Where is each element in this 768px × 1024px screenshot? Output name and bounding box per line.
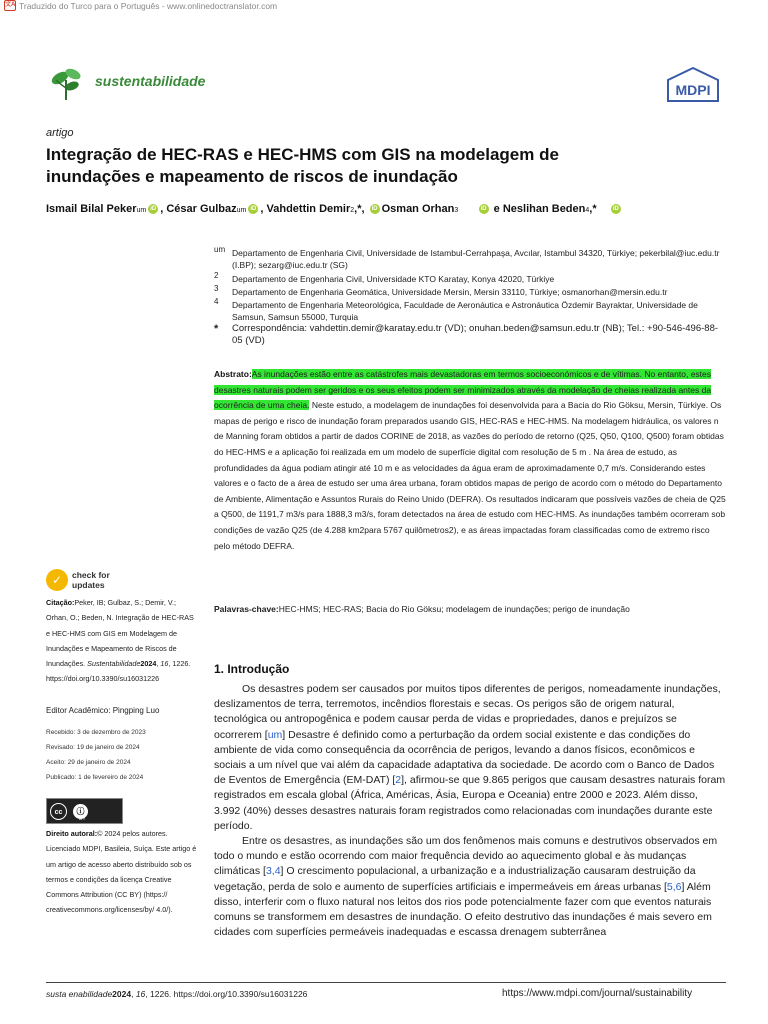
author-name: , Vahdettin Demir [260, 203, 351, 215]
checkmark-icon: ✓ [46, 569, 68, 591]
translator-bar[interactable] [4, 0, 277, 11]
check-for-updates-button[interactable] [46, 569, 110, 591]
keywords [214, 604, 726, 614]
date-accepted: Aceito: 29 de janeiro de 2024 [46, 759, 131, 766]
article-title: Integração de HEC-RAS e HEC-HMS com GIS na modelagem de inundações e mapeamento de riscos de inundação [46, 145, 559, 186]
footer-doi: , 1226. https://doi.org/10.3390/su16031226 [145, 989, 308, 999]
author-name: Osman Orhan [381, 203, 455, 215]
affiliation-marker: 2 [214, 271, 219, 280]
cc-by-license-badge[interactable] [46, 798, 123, 824]
check-updates-label: check for updates [72, 570, 110, 590]
affiliation-item [214, 296, 726, 323]
author-name: e Neslihan Beden [493, 203, 586, 215]
author-separator: ,*, [354, 203, 368, 215]
abstract [214, 367, 726, 554]
author-affil-mark: um [136, 207, 147, 214]
citation-volume: 16 [160, 659, 169, 669]
correspondence [214, 323, 726, 347]
reference-link[interactable]: 5,6 [666, 880, 682, 893]
paragraph-text: ], afirmou-se que 9.865 perigos que causam desastres naturais foram registrados em escala global (África, Américas, Ásia, Europa e Oceania) entre 2000 e 2023. Além disso, 3.992 (40%) desses desastres naturais foram registrados como relacionadas com inundações durante este período. [214, 774, 726, 832]
footer-journal-url[interactable]: https://www.mdpi.com/journal/sustainability [502, 988, 693, 999]
date-received: Recebido: 3 de dezembro de 2023 [46, 729, 146, 736]
citation-year: 2024 [140, 659, 157, 669]
attribution-person-icon: ⓘ [73, 804, 88, 819]
paragraph-text: Os desastres podem ser causados por muitos tipos diferentes de perigos, nomeadamente inundações, deslizamentos de terra, terremotos, incêndios florestais e secas. Os perigos são de origem natural, tecnológica ou antropogênica e podem causar perda de vidas e propriedades, danos e prejuízos se ocorrerem [ [214, 683, 721, 741]
abstract-text: Neste estudo, a modelagem de inundações foi desenvolvida para a Bacia do Rio Göksu, Mersin, Türkiye. Os mapas de perigo e risco de inundação foram preparados usando GIS, HEC-RAS e HEC-HMS. Na modelagem hidráulica, os valores n de Manning foram obtidos a partir de dados CORINE de 2018, as vazões do período de retorno (Q25, Q50, Q100, Q500) foram obtidas do HEC-HMS e a aplicação foi realizada em um modelo de superfície digital com resolução de 5 m . Na área de estudo, as profundidades da água podiam atingir até 10 m e as velocidades da água eram de aproximadamente 0,7 m/s. Considerando estes valores e o facto de a área de estudo ser uma área urbana, foram obtidos mapas de perigo de acordo com o método do Departamento de Ambiente, Alimentação e Assuntos Rurais do Reino Unido (DEFRA). Os resultados indicaram que possíveis vazões de cheia de Q25 a Q500, de 1191,7 m3/s para 1888,3 m3/s, foram detectados na área de estudo com HEC-HMS. As inundações também ocorreram sob condições de vazão Q25 (de 4.288 km2para 5767 quilômetros2), e as áreas impactadas foram classificadas como de extremo risco pelo método DEFRA. [214, 400, 726, 551]
copyright-block [46, 826, 198, 918]
copyright-label: Direito autoral: [46, 829, 98, 838]
affiliation-text: Departamento de Engenharia Geomática, Universidade Mersin, Mersin 33110, Türkiye; osmanorhan@mersin.edu.tr [232, 287, 668, 297]
affiliation-item [214, 244, 726, 271]
section-heading: 1. Introdução [214, 662, 290, 676]
date-revised: Revisado: 19 de janeiro de 2024 [46, 744, 140, 751]
mdpi-logo-icon [666, 67, 720, 103]
creative-commons-icon: cc [50, 803, 67, 820]
affiliation-text: Departamento de Engenharia Meteorológica, Faculdade de Aeronáutica e Astronáutica Özdemir Bayraktar, Universidade de Samsun, Samsun 55000, Turquia [232, 300, 698, 322]
citation-doi[interactable]: https://doi.org/10.3390/su16031226 [46, 674, 160, 684]
author-affil-mark: 3 [454, 207, 459, 214]
affiliation-marker: * [214, 323, 219, 335]
footer-journal-cont: abilidade [78, 989, 113, 999]
correspondence-text: Correspondência: vahdettin.demir@karatay.edu.tr (VD); onuhan.beden@samsun.edu.tr (NB); Tel.: +90-546-496-88-05 (VD) [232, 323, 719, 346]
article-type: artigo [46, 127, 74, 139]
footer-citation: susta enabilidade2024, 16, 1226. https://doi.org/10.3390/su16031226 [46, 989, 308, 999]
citation-journal: Sustentabilidade [87, 659, 141, 669]
author-list [46, 203, 726, 215]
footer-volume: 16 [135, 989, 146, 999]
author-name: Ismail Bilal Peker [46, 203, 137, 215]
orcid-icon[interactable]: iD [371, 206, 378, 213]
affiliation-text: Departamento de Engenharia Civil, Universidade KTO Karatay, Konya 42020, Türkiye [232, 274, 555, 284]
citation-pages: , 1226. [168, 659, 191, 669]
author-separator: ,* [589, 203, 597, 215]
paragraph-text: Entre os desastres, as inundações são um dos fenômenos mais comuns e destrutivos observados em todo o mundo e estão ocorrendo com maior frequência devido ao aquecimento global e às mudanças climáticas [ [214, 835, 718, 878]
translator-text: Traduzido do Turco para o Português - www.onlinedoctranslator.com [19, 0, 278, 11]
abstract-highlighted-text: As inundações estão entre as catástrofes mais devastadoras em termos socioeconómicos e de vítimas. No entanto, estes desastres naturais podem ser geridos e os seus efeitos podem ser minimizados através da modelação de cheias realizada antes da ocorrência de uma cheia. [214, 369, 712, 411]
author-affil-mark: um [236, 207, 247, 214]
footer-journal: susta en [46, 989, 79, 999]
author-affil-mark: 2 [350, 207, 355, 214]
copyright-text: © 2024 pelos autores. Licenciado MDPI, Basileia, Suíça. Este artigo é um artigo de acesso aberto distribuído sob os termos e condições da licença Creative Commons Attribution (CC BY) (https:// creativecommons.org/licenses/by/ 4.0/). [46, 829, 197, 915]
citation-text: Peker, IB; Gulbaz, S.; Demir, V.; Orhan, O.; Beden, N. Integração de HEC-RAS e HEC-HMS com GIS em Modelagem de Inundações e Mapeamento de Riscos de Inundações. [46, 598, 194, 669]
cc-by-label: BY [79, 816, 86, 822]
affiliation-marker: 3 [214, 284, 219, 293]
date-published: Publicado: 1 de fevereiro de 2024 [46, 774, 144, 781]
paragraph-text: ] Desastre é definido como a perturbação da ordem social existente e das condições do ambiente de vida como consequência da ocorrência de perigos, levando a danos físicos, econômicos e sociais a um nível que vai além da capacidade adaptativa da sociedade. De acordo com o Banco de Dados de Eventos de Emergência (EM-DAT) [ [214, 728, 715, 787]
paragraph-text: ] Além disso, interferir com o fluxo natural nos leitos dos rios pode potencialmente fazer com que eventos naturais comuns se transformem em desastres de inundação. O efeito destrutivo das inundações é mais severo em cidades com superfícies permeáveis inadequadas e escassa drenagem subterrânea [214, 880, 712, 939]
journal-name: sustentabilidade [95, 73, 206, 89]
abstract-label: Abstrato: [214, 369, 252, 379]
keywords-label: Palavras-chave: [214, 604, 279, 614]
orcid-icon[interactable]: iD [480, 206, 487, 213]
author-name: , César Gulbaz [160, 203, 237, 215]
academic-editor: Editor Acadêmico: Pingping Luo [46, 706, 160, 715]
reference-link[interactable]: um [267, 728, 283, 741]
paragraph [214, 834, 726, 940]
citation-block: Citação:Peker, IB; Gulbaz, S.; Demir, V.; Orhan, O.; Beden, N. Integração de HEC-RAS e HEC-HMS com GIS em Modelagem de Inundações e Mapeamento de Riscos de Inundações. Sustentabilidade2024, 16, 1226. https://doi.org/10.3390/su16031226 [46, 598, 194, 684]
paragraph-text: ] O crescimento populacional, a urbanização e a industrialização causaram destruição da vegetação, perda de solo e aumento de superfícies artificiais e impermeáveis em áreas urbanas [ [214, 865, 696, 893]
keywords-text: HEC-HMS; HEC-RAS; Bacia do Rio Göksu; modelagem de inundações; perigo de inundação [278, 604, 630, 614]
affiliation-text: Departamento de Engenharia Civil, Universidade de Istambul-Cerrahpaşa, Avcılar, Istambul 34320, Türkiye; pekerbilal@iuc.edu.tr (I.BP); sezarg@iuc.edu.tr (SG) [232, 248, 720, 270]
orcid-icon[interactable]: iD [250, 206, 257, 213]
introduction-text [214, 682, 726, 940]
citation-label: Citação: [46, 598, 75, 607]
journal-leaf-logo-icon [46, 62, 86, 102]
reference-link[interactable]: 3,4 [265, 865, 281, 878]
paragraph [214, 682, 726, 834]
mdpi-logo-text: MDPI [675, 82, 711, 98]
orcid-icon[interactable]: iD [612, 206, 619, 213]
affiliation-marker: 4 [214, 297, 219, 306]
affiliation-marker: um [214, 245, 226, 254]
footer-year: 2024 [112, 989, 132, 999]
reference-link[interactable]: 2 [395, 774, 402, 787]
translate-icon: 文A [4, 0, 16, 11]
footer-divider [46, 982, 726, 983]
orcid-icon[interactable]: iD [150, 206, 157, 213]
author-affil-mark: 4 [585, 207, 590, 214]
